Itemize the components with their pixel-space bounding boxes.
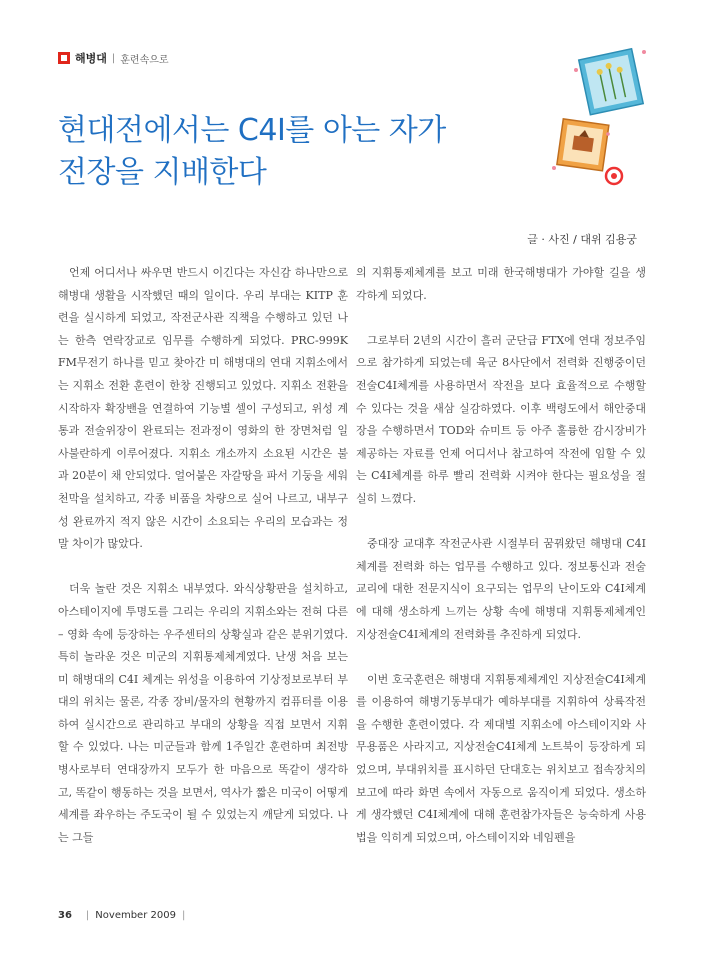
subsection-name: 훈련속으로 <box>120 54 169 66</box>
decorative-illustration-icon <box>548 40 658 200</box>
paragraph: 그로부터 2년의 시간이 흘러 군단급 FTX에 연대 정보주임으로 참가하게 되었는데 육군 8사단에서 전력화 진행중이던 전술C4I체계를 사용하면서 작전을 보다 효율적으로 수행할 수 있다는 것을 새삼 실감하였다. 이후 백령도에서 해안중대장을 수행하면서 TOD와 슈미트 등 아주 훌륭한 감시장비가 제공하는 자료를 언제 어디서나 참고하여 작전에 임할 수 있는 C4I체계를 하루 빨리 전력화 시켜야 한다는 필요성을 절실히 느꼈다. <box>356 333 646 505</box>
paragraph: 이번 호국훈련은 해병대 지휘통제체계인 지상전술C4I체계를 이용하여 해병기동부대가 예하부대를 지휘하여 상륙작전을 수행한 훈련이였다. 각 제대별 지휘소에 아스테이지와 사무용품은 사라지고, 지상전술C4I체계 노트북이 등장하게 되었으며, 부대위치를 표시하던 단대호는 위치보고 접속장치의 보고에 따라 화면 속에서 자동으로 움직이게 되었다. 생소하게 생각했던 C4I체계에 대해 훈련참가자들은 능숙하게 사용법을 익히게 되었으며, 아스테이지와 네임펜을 <box>356 672 646 844</box>
paragraph: 언제 어디서나 싸우면 반드시 이긴다는 자신감 하나만으로 해병대 생활을 시작했던 때의 일이다. 우리 부대는 KITP 훈련을 실시하게 되었고, 작전군사관 직책을 수행하고 있던 나는 한측 연락장교로 임무를 수행하게 되었다. PRC-999K FM무전기 하나를 믿고 찾아간 미 해병대의 연대 지휘소에서는 지휘소 전환 훈련이 한창 진행되고 있었다. 지휘소 전환을 시작하자 확장밴을 연결하여 기능별 셀이 구성되고, 위성 계통과 전술위장이 완료되는 전과정이 영화의 한 장면처럼 일사불란하게 이루어졌다. 지휘소 개소까지 소요된 시간은 불과 20분이 채 안되었다. 얼어붙은 자갈땅을 파서 기둥을 세워 천막을 설치하고, 각종 비품을 차량으로 실어 나르고, 내부구성 완료까지 적지 않은 시간이 소요되는 우리의 모습과는 정말 차이가 많았다. <box>58 266 348 551</box>
paragraph: 중대장 교대후 작전군사관 시절부터 꿈꿔왔던 해병대 C4I체계를 전력화 하는 업무를 수행하고 있다. 정보통신과 전술교리에 대한 전문지식이 요구되는 업무의 난이도와 C4I체계에 대해 생소하게 느끼는 상황 속에 해병대 지휘통제체계인 지상전술C4I체계의 전력화를 추진하게 되었다. <box>356 537 646 641</box>
paragraph: 더욱 놀란 것은 지휘소 내부였다. 와식상황판을 설치하고, 아스테이지에 투명도를 그리는 우리의 지휘소와는 전혀 다른 – 영화 속에 등장하는 우주센터의 상황실과 같은 분위기였다. 특히 놀라운 것은 미군의 지휘통제체계였다. 난생 처음 보는 미 해병대의 C4I 체계는 위성을 이용하여 기상정보로부터 부대의 위치는 물론, 각종 장비/물자의 현황까지 컴퓨터를 이용하여 실시간으로 관리하고 부대의 상황을 직접 보면서 지휘할 수 있었다. 나는 미군들과 함께 1주일간 훈련하며 최전방 병사로부터 연대장까지 모두가 한 마음으로 똑같이 생각하고, 똑같이 행동하는 것을 보면서, 역사가 짧은 미국이 어떻게 세계를 좌우하는 주도국이 될 수 있었는지 깨닫게 되었다. 나는 그들 <box>58 582 348 844</box>
section-logo-icon <box>58 52 70 64</box>
right-column <box>356 262 646 849</box>
issue-date: November 2009 <box>95 910 176 921</box>
page-number: 36 <box>58 910 72 921</box>
page-footer <box>58 910 191 921</box>
title-line-1: 현대전에서는 C4I를 아는 자가 <box>58 113 446 148</box>
footer-separator: | <box>181 910 186 921</box>
article-title <box>58 110 528 194</box>
header-separator: | <box>111 52 116 64</box>
paragraph: 의 지휘통제체계를 보고 미래 한국해병대가 가야할 길을 생각하게 되었다. <box>356 266 646 302</box>
byline: 글 · 사진 / 대위 김용궁 <box>527 233 637 246</box>
section-name: 해병대 <box>75 52 107 65</box>
footer-separator: | <box>85 910 90 921</box>
title-line-2: 전장을 지배한다 <box>58 155 267 190</box>
left-column <box>58 262 348 849</box>
section-header <box>58 50 169 66</box>
